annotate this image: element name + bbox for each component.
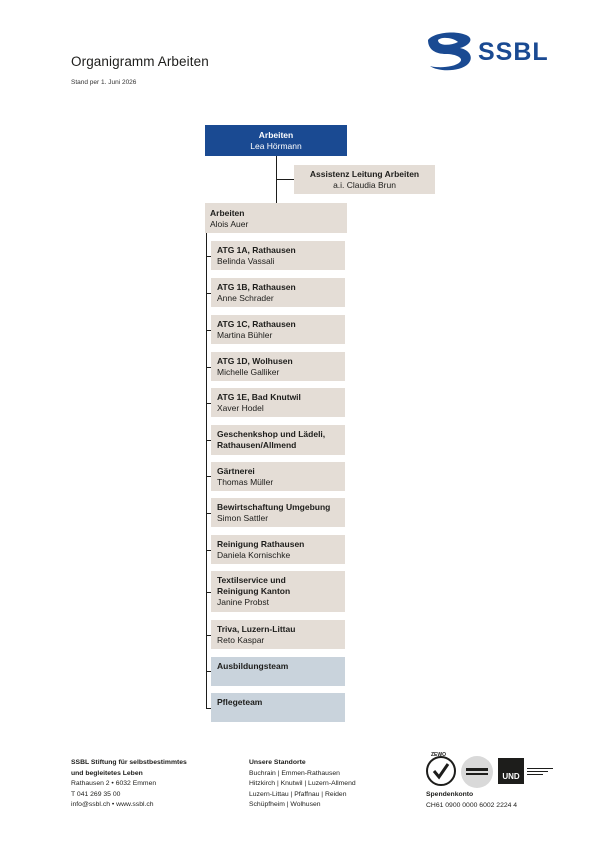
footer-locations-heading: Unsere Standorte	[249, 759, 306, 766]
org-box-department	[205, 203, 347, 233]
org-unit-person: Thomas Müller	[217, 477, 274, 487]
org-box-person: Alois Auer	[210, 219, 249, 229]
org-unit-title: ATG 1D, Wolhusen	[217, 356, 293, 366]
org-unit-person: Janine Probst	[217, 597, 269, 607]
org-unit-ausbildungsteam	[211, 657, 345, 686]
und-label-box	[498, 758, 524, 784]
org-unit-person: Anne Schrader	[217, 293, 274, 303]
footer-street: Rathausen 2 • 6032 Emmen	[71, 780, 157, 787]
org-unit-title: Geschenkshop und Lädeli,	[217, 429, 326, 439]
footer-locations	[249, 758, 356, 811]
footer-donation	[426, 790, 517, 811]
footer-phone: T 041 269 35 00	[71, 790, 121, 798]
org-unit-person: Belinda Vassali	[217, 256, 275, 266]
org-unit-person: Michelle Galliker	[217, 367, 280, 377]
org-unit-person: Martina Bühler	[217, 330, 273, 340]
org-box-title: Arbeiten	[210, 208, 245, 218]
footer-org-name: SSBL Stiftung für selbstbestimmtes	[71, 759, 187, 766]
org-unit-person: Xaver Hodel	[217, 403, 264, 413]
org-unit-geschenkshop	[211, 425, 345, 455]
org-unit-title: Pflegeteam	[217, 697, 263, 707]
org-box-person: Lea Hörmann	[250, 141, 302, 151]
org-unit-reinigung-rathausen	[211, 535, 345, 564]
org-unit-title-line2: Rathausen/Allmend	[217, 440, 297, 450]
org-unit-title: Reinigung Rathausen	[217, 539, 305, 549]
org-box-title: Arbeiten	[258, 130, 294, 140]
org-unit-title: Triva, Luzern-Littau	[217, 624, 296, 634]
footer-contact-link[interactable]: info@ssbl.ch • www.ssbl.ch	[71, 801, 154, 808]
org-unit-title: ATG 1C, Rathausen	[217, 319, 296, 329]
org-unit-atg-1c	[211, 315, 345, 344]
org-unit-atg-1b	[211, 278, 345, 307]
org-unit-title-line2: Reinigung Kanton	[217, 586, 291, 596]
footer-locations-line: Schüpfheim | Wolhusen	[249, 801, 321, 808]
connector-units	[206, 233, 207, 708]
zewo-label: ZEWO	[431, 752, 446, 758]
org-box-assistant	[294, 165, 435, 194]
org-unit-title: ATG 1A, Rathausen	[217, 245, 296, 255]
org-unit-person: Reto Kaspar	[217, 635, 265, 645]
footer-iban: CH61 0900 0000 6002 2224 4	[426, 801, 518, 809]
org-unit-title: ATG 1E, Bad Knutwil	[217, 392, 301, 402]
page-title: Organigramm Arbeiten	[71, 54, 209, 69]
page-subtitle: Stand per 1. Juni 2026	[71, 79, 137, 86]
org-unit-atg-1a	[211, 241, 345, 270]
org-unit-title: Ausbildungsteam	[217, 661, 289, 671]
connector-assistant	[276, 179, 294, 180]
logo-text: SSBL	[478, 38, 549, 66]
footer-address	[71, 758, 187, 811]
org-unit-atg-1e	[211, 388, 345, 417]
footer-org-name-2: und begleitetes Leben	[71, 769, 143, 777]
org-unit-bewirtschaftung	[211, 498, 345, 527]
und-seal-text	[527, 768, 553, 776]
org-unit-title: Textilservice und	[217, 575, 286, 585]
org-unit-gaertnerei	[211, 462, 345, 491]
und-label: UND	[502, 772, 520, 781]
org-box-person: a.i. Claudia Brun	[333, 180, 396, 190]
org-box-title: Assistenz Leitung Arbeiten	[309, 169, 420, 179]
org-unit-title: Gärtnerei	[217, 466, 255, 476]
footer-locations-line: Luzern-Littau | Pfaffnau | Reiden	[249, 790, 347, 798]
zewo-seal-icon	[426, 756, 456, 786]
org-unit-atg-1d	[211, 352, 345, 381]
quality-seal-icon	[461, 756, 493, 788]
org-box-head	[205, 125, 347, 156]
org-unit-person: Daniela Kornischke	[217, 550, 291, 560]
footer-locations-line: Buchrain | Emmen-Rathausen	[249, 769, 340, 777]
org-unit-person: Simon Sattler	[217, 513, 269, 523]
org-unit-title: Bewirtschaftung Umgebung	[217, 502, 331, 512]
org-unit-triva	[211, 620, 345, 649]
footer-donation-heading: Spendenkonto	[426, 791, 474, 798]
org-unit-textilservice	[211, 571, 345, 612]
org-unit-title: ATG 1B, Rathausen	[217, 282, 296, 292]
org-unit-pflegeteam	[211, 693, 345, 722]
footer-locations-line: Hitzkirch | Knutwil | Luzern-Allmend	[249, 780, 356, 787]
